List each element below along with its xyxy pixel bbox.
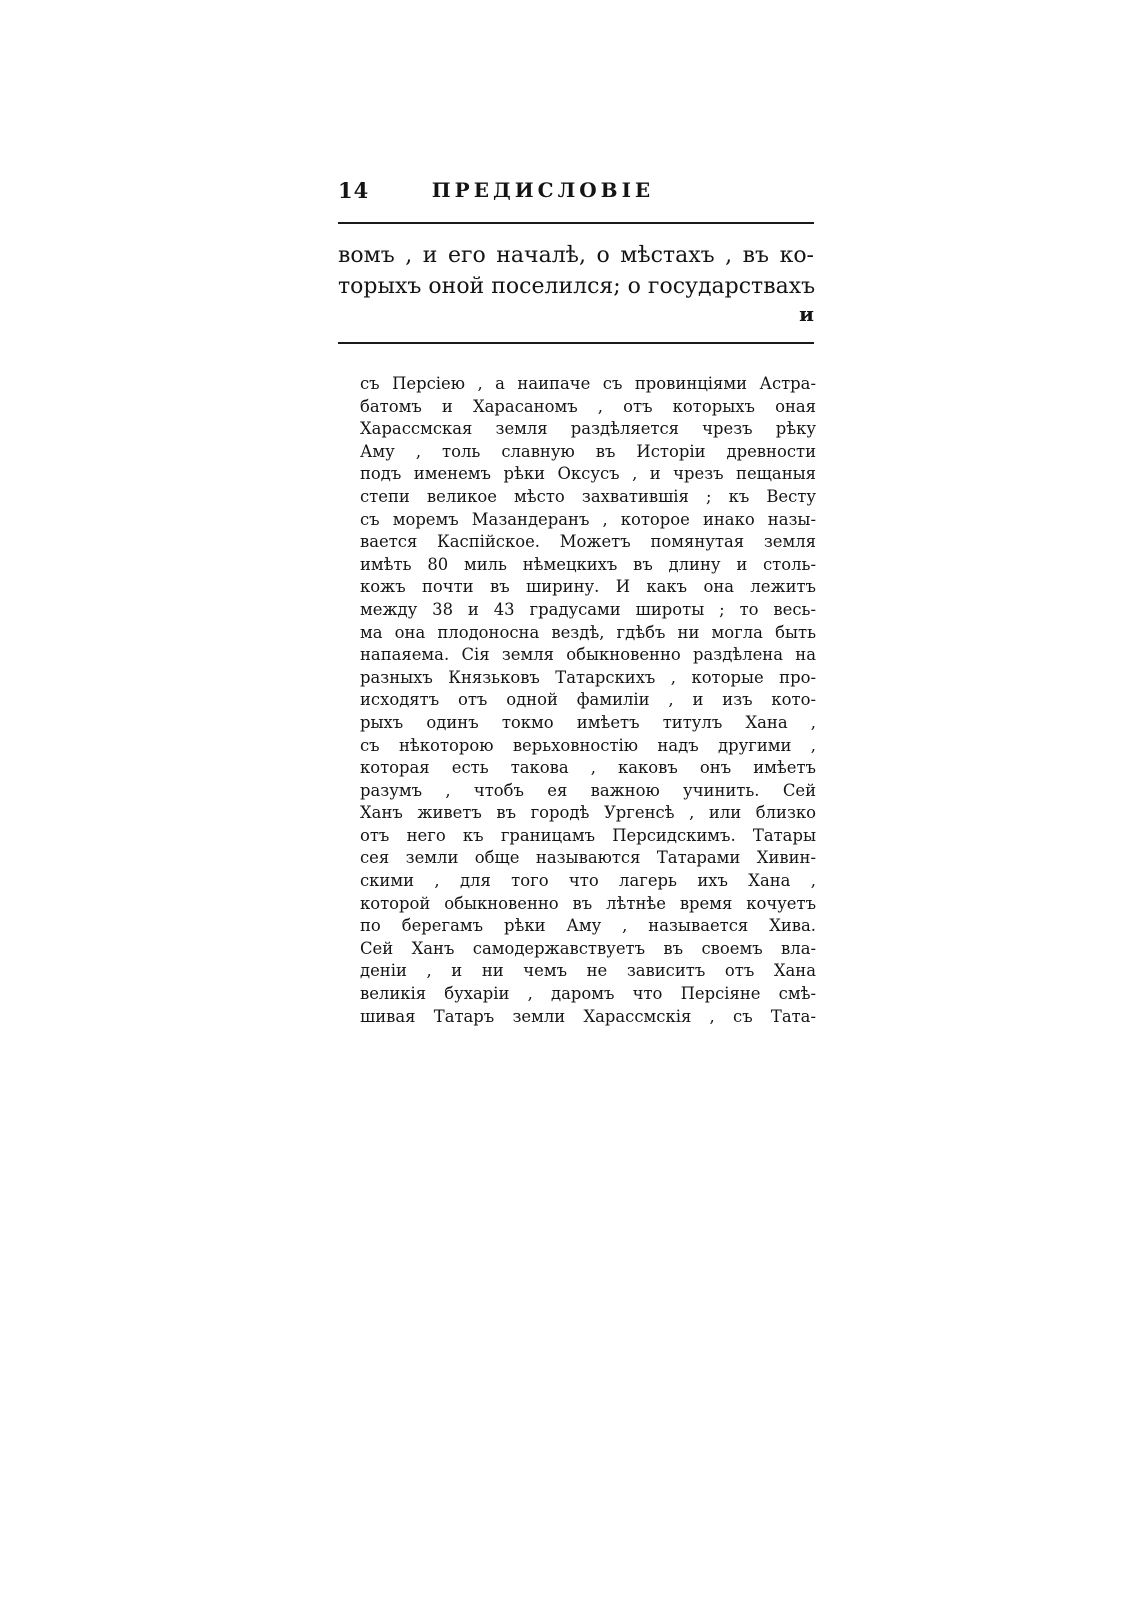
footnote-line: которой обыкновенно въ лѣтнѣе время кочуетъ bbox=[360, 893, 816, 913]
footnote-line: отъ него къ границамъ Персидскимъ. Татары bbox=[360, 825, 816, 845]
footnote-line: подъ именемъ рѣки Оксусъ , и чрезъ пещаныя bbox=[360, 464, 816, 484]
footnote-line: по берегамъ рѣки Аму , называется Хива. bbox=[360, 916, 816, 936]
footnote-line: исходятъ отъ одной фамиліи , и изъ кото- bbox=[360, 690, 816, 710]
footnote-line: съ нѣкоторою верьховностію надъ другими , bbox=[360, 735, 816, 755]
footnote-line: вается Каспійское. Можетъ помянутая земля bbox=[360, 532, 816, 552]
footnote-line: ма она плодоносна вездѣ, гдѣбъ ни могла быть bbox=[360, 622, 816, 642]
footnote-line: имѣть 80 миль нѣмецкихъ въ длину и столь- bbox=[360, 554, 816, 574]
catchword: и bbox=[799, 302, 814, 326]
footnote-line: разныхъ Князьковъ Татарскихъ , которые про- bbox=[360, 667, 816, 687]
footnote-line: шивая Татаръ земли Харассмскія , съ Тата- bbox=[360, 1006, 816, 1026]
footnote-line: Харассмская земля раздѣляется чрезъ рѣку bbox=[360, 419, 816, 439]
footnote-line: напаяема. Сія земля обыкновенно раздѣлена на bbox=[360, 645, 816, 665]
running-title: ПРЕДИСЛОВІЕ bbox=[431, 178, 655, 202]
footnote-line: Аму , толь славную въ Исторіи древности bbox=[360, 441, 816, 461]
footnote-line: Сей Ханъ самодержавствуетъ въ своемъ вла- bbox=[360, 938, 816, 958]
footnote-line: степи великое мѣсто захватившія ; къ Весту bbox=[360, 486, 816, 506]
footnote-line: деніи , и ни чемъ не зависитъ отъ Хана bbox=[360, 961, 816, 981]
main-text-block bbox=[338, 240, 814, 302]
page-number: 14 bbox=[338, 178, 370, 203]
footnote-line: кожъ почти въ ширину. И какъ она лежитъ bbox=[360, 577, 816, 597]
footnote-line: батомъ и Харасаномъ , отъ которыхъ оная bbox=[360, 396, 816, 416]
footnote-line: скими , для того что лагерь ихъ Хана , bbox=[360, 871, 816, 891]
header-rule bbox=[338, 222, 814, 224]
footnote-line: съ Персіею , а наипаче съ провинціями Астра- bbox=[360, 374, 816, 393]
main-text-line: вомъ , и его началѣ, о мѣстахъ , въ ко- bbox=[338, 243, 814, 268]
footnote-block bbox=[360, 373, 816, 1028]
footnote-line: рыхъ одинъ токмо имѣетъ титулъ Хана , bbox=[360, 712, 816, 732]
footnote-line: съ моремъ Мазандеранъ , которое инако назы- bbox=[360, 509, 816, 529]
main-text-line: торыхъ оной поселился; о государствахъ bbox=[338, 274, 816, 299]
footnote-line: сея земли обще называются Татарами Хивин- bbox=[360, 848, 816, 868]
footnote-line: Ханъ живетъ въ городѣ Ургенсѣ , или близко bbox=[360, 803, 816, 823]
footnote-line: между 38 и 43 градусами широты ; то весь- bbox=[360, 599, 816, 619]
footnote-line: великія бухаріи , даромъ что Персіяне смѣ- bbox=[360, 984, 816, 1004]
footnote-line: которая есть такова , каковъ онъ имѣетъ bbox=[360, 758, 816, 778]
footnote-rule bbox=[338, 342, 814, 344]
page-header bbox=[338, 178, 814, 208]
footnote-line: разумъ , чтобъ ея важною учинить. Сей bbox=[360, 780, 816, 800]
